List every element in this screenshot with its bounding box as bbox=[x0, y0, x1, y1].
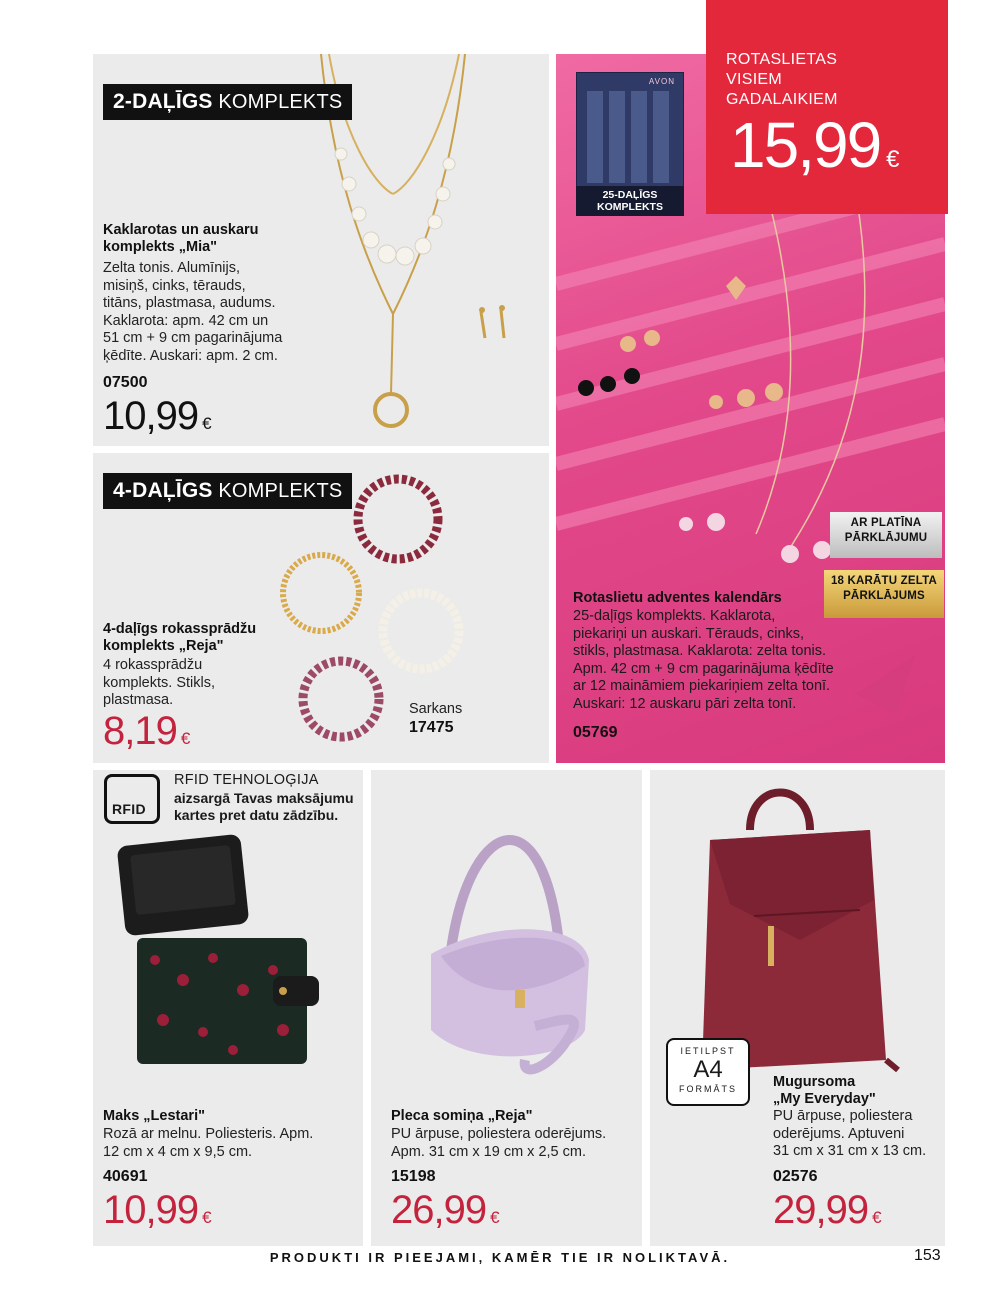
product-description bbox=[103, 1126, 313, 1161]
title-line: komplekts „Reja" bbox=[103, 638, 224, 654]
desc-line: 4 rokassprādžu bbox=[103, 657, 203, 673]
desc-line: 12 cm x 4 cm x 9,5 cm. bbox=[103, 1143, 253, 1160]
currency: € bbox=[886, 146, 900, 173]
desc-line: Apm. 31 cm x 19 cm x 2,5 cm. bbox=[391, 1143, 586, 1160]
calendar-box-label bbox=[576, 186, 684, 216]
badge-line: 18 KARĀTU ZELTA bbox=[830, 575, 938, 587]
product-price bbox=[391, 1190, 500, 1238]
badge-line: PĀRKLĀJUMU bbox=[844, 532, 928, 544]
desc-line: titāns, plastmasa, audums. bbox=[103, 295, 276, 311]
desc-line: stikls, plastmasa. Kaklarota: zelta tonis. bbox=[573, 643, 827, 659]
desc-line: ar 12 maināmiem piekariņiem zelta tonī. bbox=[573, 678, 831, 694]
desc-line: plastmasa. bbox=[103, 692, 174, 708]
badge-line: PĀRKLĀJUMS bbox=[843, 590, 925, 602]
product-title bbox=[103, 222, 259, 256]
product-price bbox=[103, 396, 212, 444]
title-line: komplekts „Mia" bbox=[103, 239, 218, 255]
tag-rest: KOMPLEKTS bbox=[218, 91, 343, 113]
product-description bbox=[573, 608, 834, 713]
box-label-line: 25-DAĻĪGS bbox=[602, 189, 658, 201]
price-value: 10,99 bbox=[103, 394, 199, 438]
set-size-tag bbox=[103, 473, 352, 509]
title-line: Mugursoma bbox=[773, 1074, 856, 1090]
rfid-desc-line: aizsargā Tavas maksājumu bbox=[174, 790, 354, 806]
headline-line: GADALAIKIEM bbox=[726, 91, 838, 108]
product-code: 40691 bbox=[103, 1168, 148, 1185]
currency: € bbox=[180, 729, 191, 748]
a4-main: A4 bbox=[693, 1056, 723, 1083]
a4-format-badge bbox=[666, 1038, 750, 1106]
a4-bottom: FORMĀTS bbox=[679, 1084, 737, 1094]
product-description bbox=[103, 657, 215, 710]
desc-line: PU ārpuse, poliestera oderējums. bbox=[391, 1126, 607, 1142]
banner-price bbox=[730, 110, 900, 195]
desc-line: 25-daļīgs komplekts. Kaklarota, bbox=[573, 608, 776, 624]
currency: € bbox=[202, 1208, 212, 1227]
product-price bbox=[103, 711, 190, 759]
product-title: Maks „Lestari" bbox=[103, 1108, 205, 1124]
rfid-badge-text: RFID bbox=[112, 801, 146, 817]
badge-line: AR PLATĪNA bbox=[850, 517, 922, 529]
set-size-tag bbox=[103, 84, 352, 120]
rfid-title: RFID TEHNOLOĢIJA bbox=[174, 772, 319, 788]
backpack-panel bbox=[650, 770, 945, 1246]
product-price bbox=[773, 1190, 882, 1238]
product-code: 15198 bbox=[391, 1168, 436, 1185]
rfid-description bbox=[174, 790, 354, 824]
price-banner bbox=[706, 0, 948, 214]
price-value: 26,99 bbox=[391, 1188, 487, 1232]
desc-line: Kaklarota: apm. 42 cm un bbox=[103, 312, 269, 329]
title-line: 4-daļīgs rokassprādžu bbox=[103, 621, 257, 637]
currency: € bbox=[202, 414, 212, 433]
a4-top: IETILPST bbox=[680, 1046, 736, 1056]
price-value: 10,99 bbox=[103, 1188, 199, 1232]
desc-line: 51 cm + 9 cm pagarinājuma bbox=[103, 330, 283, 346]
currency: € bbox=[490, 1208, 500, 1227]
desc-line: Zelta tonis. Alumīnijs, bbox=[103, 260, 240, 276]
bracelet-set-panel bbox=[93, 453, 549, 763]
desc-line: komplekts. Stikls, bbox=[103, 674, 215, 691]
currency: € bbox=[872, 1208, 882, 1227]
availability-note: PRODUKTI IR PIEEJAMI, KAMĒR TIE IR NOLIKTAVĀ. bbox=[269, 1250, 731, 1265]
tag-rest: KOMPLEKTS bbox=[218, 480, 343, 502]
desc-line: PU ārpuse, poliestera bbox=[773, 1108, 913, 1124]
rfid-icon bbox=[104, 774, 160, 824]
desc-line: Auskari: 12 auskaru pāri zelta tonī. bbox=[573, 695, 797, 712]
desc-line: Rozā ar melnu. Poliesteris. Apm. bbox=[103, 1126, 314, 1142]
product-description bbox=[391, 1126, 606, 1161]
product-price bbox=[103, 1190, 212, 1238]
desc-line: misiņš, cinks, tērauds, bbox=[103, 277, 246, 294]
price-value: 29,99 bbox=[773, 1188, 869, 1232]
headline-line: ROTASLIETAS bbox=[726, 51, 838, 68]
rfid-desc-line: kartes pret datu zādzību. bbox=[174, 807, 339, 823]
wallet-panel bbox=[93, 770, 363, 1246]
product-title bbox=[773, 1074, 876, 1108]
product-title bbox=[103, 621, 256, 655]
product-description bbox=[103, 260, 282, 365]
brand-logo: AVON bbox=[648, 77, 675, 86]
tag-bold: 2-DAĻĪGS bbox=[113, 90, 213, 113]
product-code: 05769 bbox=[573, 724, 618, 741]
desc-line: ķēdīte. Auskari: apm. 2 cm. bbox=[103, 347, 278, 364]
gold-coating-badge bbox=[824, 570, 944, 618]
product-code: 02576 bbox=[773, 1168, 818, 1185]
title-line: „My Everyday" bbox=[773, 1091, 876, 1107]
necklace-set-panel bbox=[93, 54, 549, 446]
price-value: 15,99 bbox=[730, 109, 881, 181]
product-code: 17475 bbox=[409, 719, 454, 736]
page-number: 153 bbox=[914, 1247, 941, 1264]
desc-line: oderējums. Aptuveni bbox=[773, 1125, 905, 1142]
desc-line: 31 cm x 31 cm x 13 cm. bbox=[773, 1143, 927, 1159]
tag-bold: 4-DAĻĪGS bbox=[113, 479, 213, 502]
desc-line: piekariņi un auskari. Tērauds, cinks, bbox=[573, 625, 805, 642]
platinum-coating-badge bbox=[830, 512, 942, 558]
product-description bbox=[773, 1108, 926, 1161]
product-title: Rotaslietu adventes kalendārs bbox=[573, 590, 782, 606]
shoulder-bag-panel bbox=[371, 770, 642, 1246]
banner-headline bbox=[726, 50, 838, 110]
desc-line: Apm. 42 cm + 9 cm pagarinājuma ķēdīte bbox=[573, 660, 834, 677]
calendar-grid bbox=[587, 91, 675, 183]
box-label-line: KOMPLEKTS bbox=[597, 201, 663, 213]
product-code: 07500 bbox=[103, 374, 148, 391]
title-line: Kaklarotas un auskaru bbox=[103, 222, 259, 238]
headline-line: VISIEM bbox=[726, 71, 783, 88]
price-value: 8,19 bbox=[103, 709, 177, 753]
variant-color: Sarkans bbox=[409, 701, 463, 717]
product-title: Pleca somiņa „Reja" bbox=[391, 1108, 533, 1124]
